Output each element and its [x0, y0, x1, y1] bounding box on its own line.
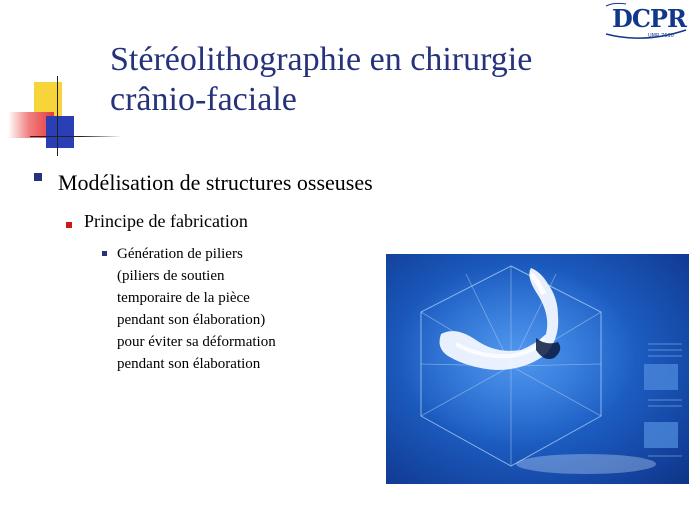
dcpr-logo	[604, 0, 689, 44]
slide-title-line-2: crânio-faciale	[110, 81, 297, 118]
decorative-horizontal-line	[30, 136, 122, 137]
bullet-level-3-line: Génération de piliers	[117, 246, 243, 262]
bullet-level-2-text: Principe de fabrication	[84, 211, 248, 231]
bullet-level-3-line: pendant son élaboration)	[117, 312, 266, 328]
logo-text: DCPR	[612, 4, 686, 33]
slide-title-line-1: Stéréolithographie en chirurgie	[110, 41, 533, 78]
bullet-level-3-text	[117, 243, 276, 375]
slide-title	[110, 40, 532, 120]
decorative-blue-square	[46, 116, 74, 148]
stereolithography-photo	[386, 254, 689, 484]
bullet-level-1-text: Modélisation de structures osseuses	[58, 170, 373, 195]
bullet-square-icon	[66, 222, 72, 228]
bullet-square-icon	[34, 173, 42, 181]
bullet-square-icon	[102, 251, 107, 256]
bullet-level-3-line: pendant son élaboration	[117, 356, 261, 372]
bullet-level-3-line: pour éviter sa déformation	[117, 334, 276, 350]
decorative-vertical-line	[57, 76, 58, 156]
bullet-level-3-line: temporaire de la pièce	[117, 290, 250, 306]
logo-subtext: UMR 7630	[648, 33, 674, 39]
bullet-level-3-line: (piliers de soutien	[117, 268, 225, 284]
stereolithography-photo-icon	[386, 254, 689, 484]
